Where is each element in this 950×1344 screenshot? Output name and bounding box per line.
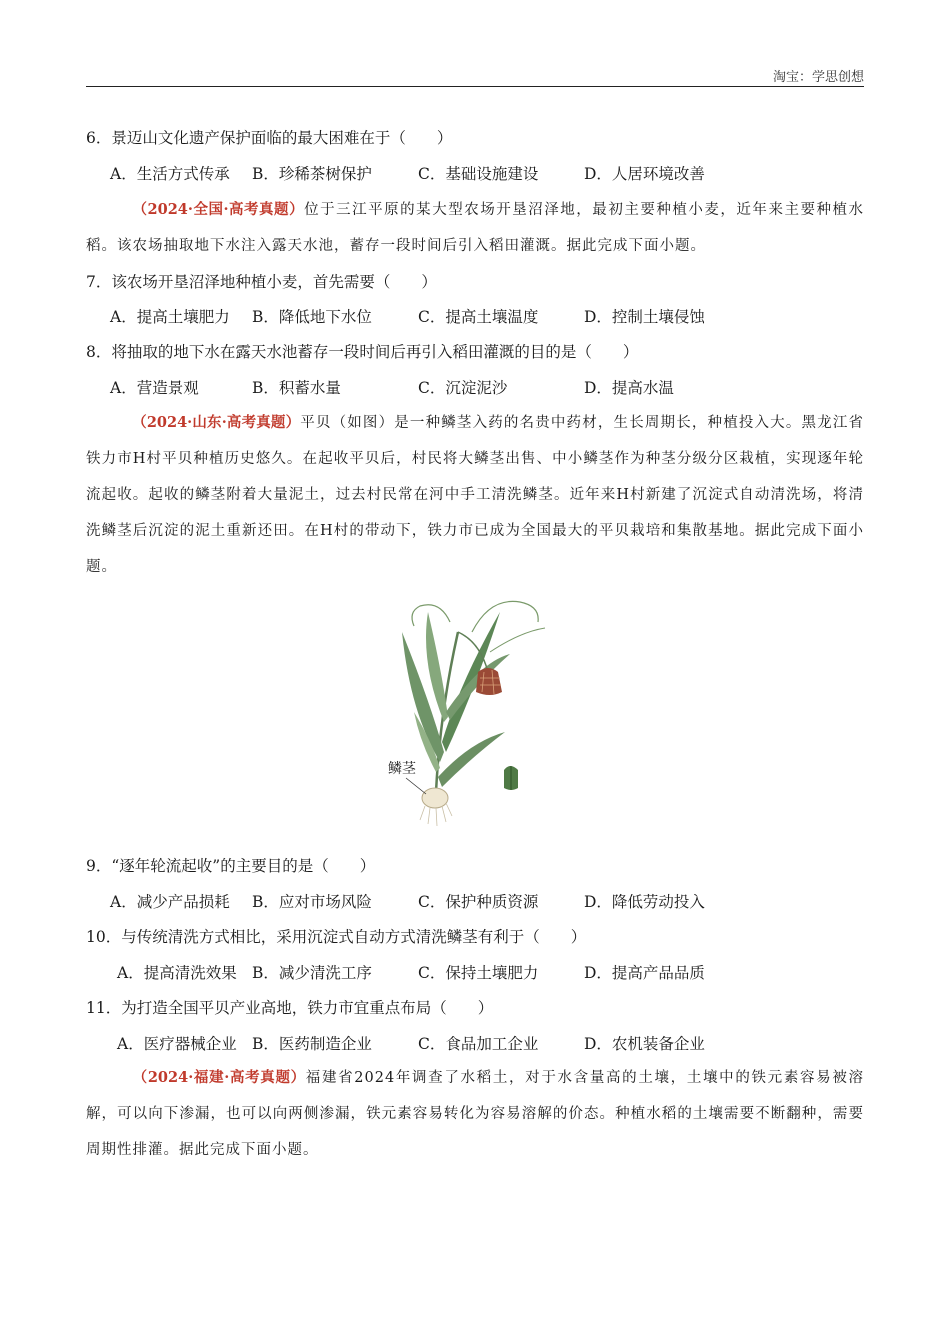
passage-2-source: （2024·山东·高考真题） (132, 414, 301, 431)
header-rule (86, 86, 864, 87)
q10-option-b: B．减少清洗工序 (252, 964, 372, 982)
q6-option-a: A．生活方式传承 (110, 165, 230, 183)
q6-option-b: B．珍稀茶树保护 (252, 165, 372, 183)
passage-3-text: 福建省2024年调查了水稻土，对于水含量高的土壤，土壤中的铁元素容易被溶解，可以向下渗漏，也可以向两侧渗漏，铁元素容易转化为容易溶解的价态。种植水稻的土壤需要不断翻种，需要周期性排灌。据此完成下面小题。 (86, 1070, 864, 1158)
passage-3-source: （2024·福建·高考真题） (132, 1069, 306, 1086)
q7-option-d: D．控制土壤侵蚀 (584, 308, 705, 326)
passage-3 (86, 1060, 864, 1168)
q9-option-d: D．降低劳动投入 (584, 893, 705, 911)
fritillaria-illustration (380, 592, 560, 832)
passage-2 (86, 405, 864, 585)
q9-option-c: C．保护种质资源 (418, 893, 539, 911)
q8-option-c: C．沉淀泥沙 (418, 379, 508, 397)
q11-option-b: B．医药制造企业 (252, 1035, 372, 1053)
q10-option-c: C．保持土壤肥力 (418, 964, 539, 982)
passage-1 (86, 192, 864, 264)
question-6-stem: 6．景迈山文化遗产保护面临的最大困难在于（ ） (86, 129, 453, 147)
q8-option-a: A．营造景观 (110, 379, 199, 397)
q11-option-d: D．农机装备企业 (584, 1035, 705, 1053)
passage-1-source: （2024·全国·高考真题） (132, 201, 305, 218)
question-7-stem: 7．该农场开垦沼泽地种植小麦，首先需要（ ） (86, 273, 437, 291)
q6-option-c: C．基础设施建设 (418, 165, 539, 183)
q7-option-c: C．提高土壤温度 (418, 308, 539, 326)
passage-2-text: 平贝（如图）是一种鳞茎入药的名贵中药材，生长周期长，种植投入大。黑龙江省铁力市H村平贝种植历史悠久。在起收平贝后，村民将大鳞茎出售、中小鳞茎作为种茎分级分区栽植，实现逐年轮流起收。起收的鳞茎附着大量泥土，过去村民常在河中手工清洗鳞茎。近年来H村新建了沉淀式自动清洗场，将清洗鳞茎后沉淀的泥土重新还田。在H村的带动下，铁力市已成为全国最大的平贝栽培和集散基地。据此完成下面小题。 (86, 415, 865, 575)
passage-1-text: 位于三江平原的某大型农场开垦沼泽地，最初主要种植小麦，近年来主要种植水稻。该农场抽取地下水注入露天水池，蓄存一段时间后引入稻田灌溉。据此完成下面小题。 (86, 202, 865, 254)
q8-option-b: B．积蓄水量 (252, 379, 341, 397)
q10-option-d: D．提高产品品质 (584, 964, 705, 982)
question-11-stem: 11．为打造全国平贝产业高地，铁力市宜重点布局（ ） (86, 999, 494, 1017)
q11-option-a: A．医疗器械企业 (117, 1035, 237, 1053)
q8-option-d: D．提高水温 (584, 379, 674, 397)
question-8-stem: 8．将抽取的地下水在露天水池蓄存一段时间后再引入稻田灌溉的目的是（ ） (86, 343, 639, 361)
question-10-stem: 10．与传统清洗方式相比，采用沉淀式自动方式清洗鳞茎有利于（ ） (86, 928, 587, 946)
q6-option-d: D．人居环境改善 (584, 165, 705, 183)
q7-option-b: B．降低地下水位 (252, 308, 372, 326)
q9-option-b: B．应对市场风险 (252, 893, 372, 911)
q7-option-a: A．提高土壤肥力 (110, 308, 230, 326)
question-9-stem: 9．“逐年轮流起收”的主要目的是（ ） (86, 857, 376, 875)
q9-option-a: A．减少产品损耗 (110, 893, 230, 911)
q11-option-c: C．食品加工企业 (418, 1035, 539, 1053)
header-shop-name: 淘宝：学思创想 (772, 70, 864, 85)
figure-label-bulb: 鳞茎 (388, 761, 416, 777)
q10-option-a: A．提高清洗效果 (117, 964, 237, 982)
fritillaria-figure (380, 592, 560, 832)
